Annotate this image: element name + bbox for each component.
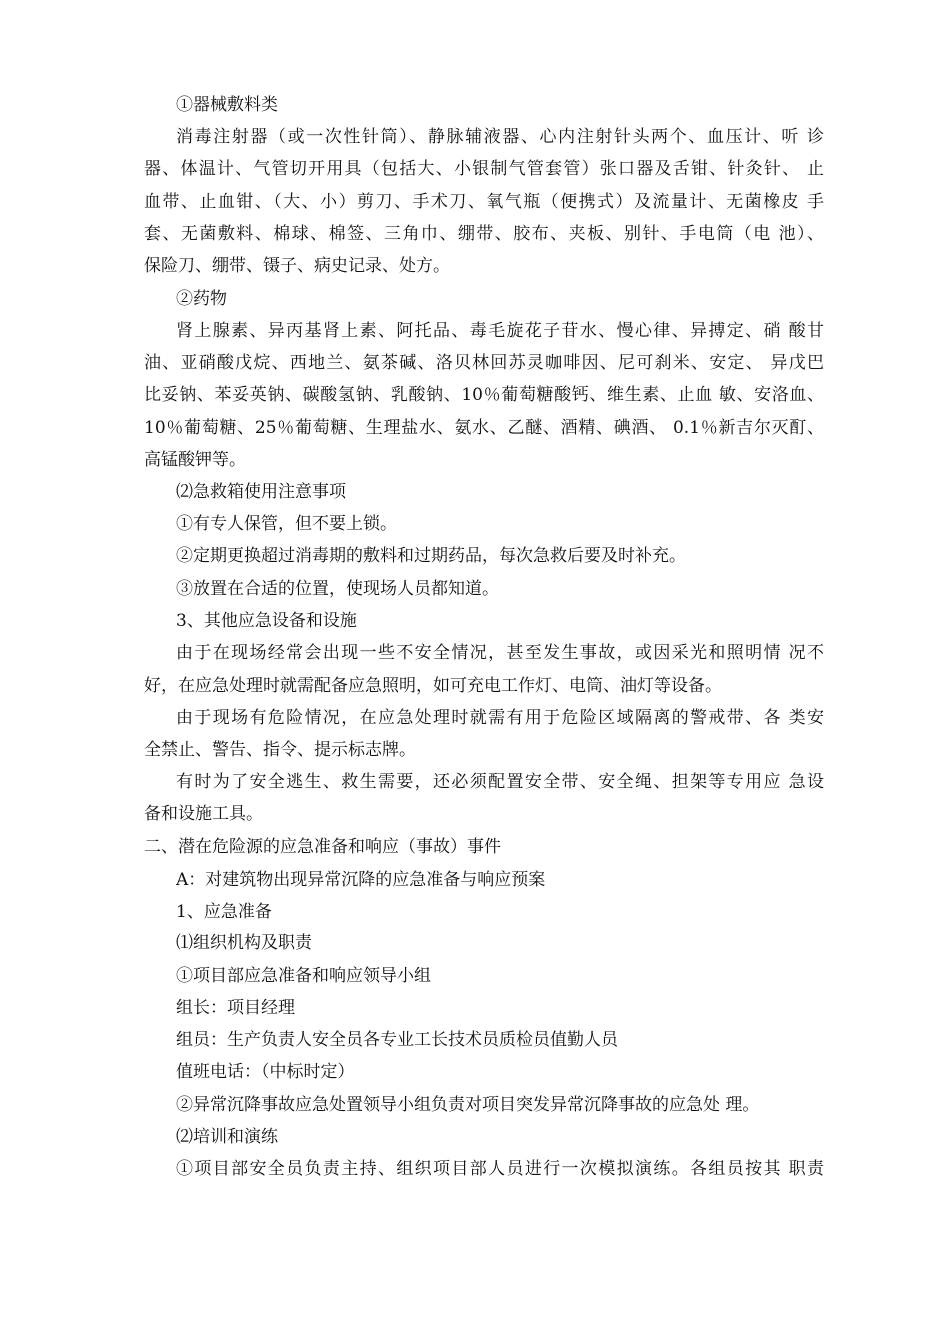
text-line: 保险刀、绷带、镊子、病史记录、处方。	[144, 256, 450, 276]
text-line: 备和设施工具。	[144, 804, 263, 824]
text-line: 比妥钠、苯妥英钠、碳酸氢钠、乳酸钠、10％葡萄糖酸钙、维生素、止血 敏、安洛血、	[144, 385, 824, 405]
text-line: A：对建筑物出现异常沉降的应急准备与响应预案	[176, 870, 546, 890]
text-line: 器、体温计、气管切开用具（包括大、小银制气管套管）张口器及舌钳、针灸针、 止	[144, 159, 824, 179]
text-line: 肾上腺素、异丙基肾上素、阿托品、毒毛旋花子苷水、慢心律、异搏定、硝 酸甘	[176, 321, 824, 341]
text-line: 套、无菌敷料、棉球、棉签、三角巾、绷带、胶布、夹板、别针、手电筒（电 池）、	[144, 224, 824, 244]
text-line: ⑵急救箱使用注意事项	[176, 482, 346, 502]
text-line: ①器械敷料类	[176, 95, 278, 115]
text-line: 二、潜在危险源的应急准备和响应（事故）事件	[144, 837, 501, 857]
text-line: 组员：生产负责人安全员各专业工长技术员质检员值勤人员	[176, 1030, 618, 1050]
text-line: ②异常沉降事故应急处置领导小组负责对项目突发异常沉降事故的应急处 理。	[176, 1095, 760, 1115]
text-line: 组长：项目经理	[176, 998, 295, 1018]
text-line: ①有专人保管，但不要上锁。	[176, 514, 397, 534]
text-line: 3、其他应急设备和设施	[176, 611, 357, 631]
text-line: 值班电话：（中标时定）	[176, 1062, 355, 1082]
text-line: 由于现场有危险情况，在应急处理时就需有用于危险区域隔离的警戒带、各 类安	[176, 708, 824, 728]
text-line: ①项目部安全员负责主持、组织项目部人员进行一次模拟演练。各组员按其 职责	[176, 1159, 824, 1179]
text-line: ①项目部应急准备和响应领导小组	[176, 966, 431, 986]
text-line: 好，在应急处理时就需配备应急照明，如可充电工作灯、电筒、油灯等设备。	[144, 676, 722, 696]
text-line: ③放置在合适的位置，使现场人员都知道。	[176, 579, 499, 599]
text-line: 由于在现场经常会出现一些不安全情况，甚至发生事故，或因采光和照明情 况不	[176, 643, 824, 663]
text-line: ②药物	[176, 289, 227, 309]
text-line: 有时为了安全逃生、救生需要，还必须配置安全带、安全绳、担架等专用应 急设	[176, 772, 824, 792]
text-line: 血带、止血钳、（大、小）剪刀、手术刀、氧气瓶（便携式）及流量计、无菌橡皮 手	[144, 192, 824, 212]
text-line: 油、亚硝酸戊烷、西地兰、氨茶碱、洛贝林回苏灵咖啡因、尼可刹米、安定、 异戊巴	[144, 353, 824, 373]
text-line: 1、应急准备	[176, 902, 272, 922]
text-line: 高锰酸钾等。	[144, 450, 246, 470]
text-line: 消毒注射器（或一次性针筒）、静脉辅液器、心内注射针头两个、血压计、听 诊	[176, 127, 824, 147]
text-line: 10％葡萄糖、25％葡萄糖、生理盐水、氨水、乙醚、酒精、碘酒、 0.1％新吉尔灭酊、	[144, 418, 824, 438]
text-line: 全禁止、警告、指令、提示标志牌。	[144, 740, 416, 760]
text-line: ⑴组织机构及职责	[176, 933, 312, 953]
text-line: ⑵培训和演练	[176, 1127, 278, 1147]
text-line: ②定期更换超过消毒期的敷料和过期药品，每次急救后要及时补充。	[176, 546, 686, 566]
